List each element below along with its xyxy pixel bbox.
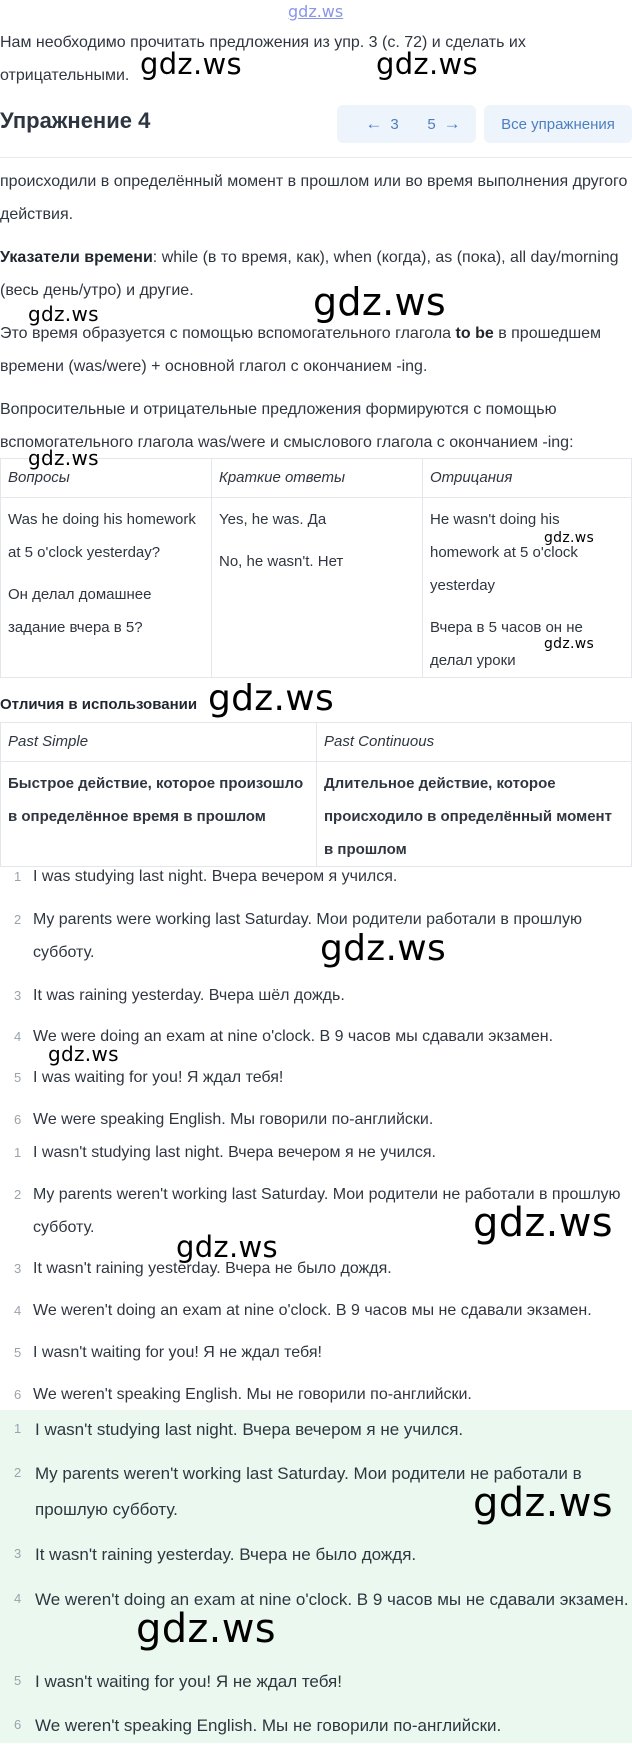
item-number: 3 — [14, 1546, 22, 1561]
header-short-answers: Краткие ответы — [212, 459, 423, 498]
watermark: gdz.ws — [48, 1042, 119, 1066]
item-text: It wasn't raining yesterday. Вчера не было дождя. — [35, 1545, 417, 1564]
item-number: 3 — [14, 1261, 22, 1276]
table-row — [1, 498, 632, 678]
watermark: gdz.ws — [473, 1480, 613, 1526]
formation-bold: to be — [455, 325, 494, 342]
all-exercises-button[interactable] — [484, 105, 632, 143]
item-text: We weren't speaking English. Мы не говорили по-английски. — [33, 1386, 472, 1403]
item-text: I was studying last night. Вчера вечером я учился. — [33, 868, 398, 885]
questions-paragraph: Вопросительные и отрицательные предложения формируются с помощью вспомогательного глагола was/were и смыслового глагола с окончанием -ing: — [0, 401, 574, 451]
watermark: gdz.ws — [544, 530, 595, 546]
item-text: We weren't doing an exam at nine o'clock. В 9 часов мы не сдавали экзамен. — [35, 1590, 629, 1609]
theory-paragraph-1: происходили в определённый момент в прошлом или во время выполнения другого действия. — [0, 173, 628, 223]
item-text: I wasn't waiting for you! Я не ждал тебя! — [33, 1344, 322, 1361]
item-text: My parents weren't working last Saturday. Мои родители не работали в прошлую субботу. — [35, 1464, 582, 1519]
negative-ru: Вчера в 5 часов он не делал уроки — [430, 619, 583, 669]
item-text: I wasn't waiting for you! Я не ждал тебя! — [35, 1672, 342, 1691]
negative-en: He wasn't doing his homework at 5 o'clock yesterday — [430, 511, 578, 594]
formation-paragraph — [0, 317, 632, 383]
item-text: We weren't doing an exam at nine o'clock. В 9 часов мы не сдавали экзамен. — [33, 1302, 592, 1319]
exercise-title: Упражнение 4 — [0, 108, 151, 133]
item-text: It wasn't raining yesterday. Вчера не было дождя. — [33, 1260, 392, 1277]
watermark: gdz.ws — [544, 636, 595, 652]
header-divider — [0, 157, 632, 158]
formation-pre: Это время образуется с помощью вспомогательного глагола — [0, 325, 456, 342]
item-text: My parents were working last Saturday. Мои родители работали в прошлую субботу. — [33, 911, 582, 961]
item-number: 5 — [14, 1673, 22, 1688]
item-number: 1 — [14, 869, 22, 884]
item-number: 4 — [14, 1303, 22, 1318]
item-text: I wasn't studying last night. Вчера вечером я не учился. — [33, 1144, 436, 1161]
time-markers-text: : while (в то время, как), when (когда), as (пока), all day/morning (весь день/утро) и другие. — [0, 249, 619, 299]
watermark: gdz.ws — [473, 1200, 613, 1246]
site-logo[interactable]: gdz.ws — [288, 2, 344, 21]
item-text: It was raining yesterday. Вчера шёл дождь. — [33, 987, 345, 1004]
next-exercise-button[interactable] — [412, 105, 476, 143]
item-text: We weren't speaking English. Мы не говорили по-английски. — [35, 1716, 502, 1735]
negatives-cell — [423, 498, 632, 678]
next-exercise-label: 5 — [427, 115, 436, 133]
questions-cell — [1, 498, 212, 678]
past-continuous-cell: Длительное действие, которое происходило в определённый момент в прошлом — [317, 762, 632, 867]
item-number: 4 — [14, 1029, 22, 1044]
item-number: 2 — [14, 912, 22, 927]
header-past-simple: Past Simple — [1, 723, 317, 762]
header-past-continuous: Past Continuous — [317, 723, 632, 762]
arrow-right-icon: → — [443, 114, 461, 133]
watermark: gdz.ws — [320, 928, 447, 969]
watermark: gdz.ws — [376, 47, 478, 81]
item-text: I was waiting for you! Я ждал тебя! — [33, 1069, 284, 1086]
watermark: gdz.ws — [140, 47, 242, 81]
item-number: 1 — [14, 1145, 22, 1160]
item-number: 6 — [14, 1717, 22, 1732]
watermark: gdz.ws — [176, 1230, 278, 1264]
item-number: 2 — [14, 1187, 22, 1202]
item-number: 2 — [14, 1465, 22, 1480]
item-number: 1 — [14, 1421, 22, 1436]
intro-text: Нам необходимо прочитать предложения из упр. 3 (с. 72) и сделать их отрицательными. — [0, 34, 526, 84]
watermark: gdz.ws — [136, 1606, 276, 1652]
watermark: gdz.ws — [208, 678, 335, 719]
answer-no: No, he wasn't. Нет — [219, 553, 344, 570]
question-en: Was he doing his homework at 5 o'clock yesterday? — [8, 511, 196, 561]
table-row — [1, 762, 632, 867]
item-number: 6 — [14, 1112, 22, 1127]
time-markers-label: Указатели времени — [0, 249, 153, 266]
watermark: gdz.ws — [313, 280, 446, 324]
item-text: We were doing an exam at nine o'clock. В 9 часов мы сдавали экзамен. — [33, 1028, 554, 1045]
item-number: 6 — [14, 1387, 22, 1402]
answers-cell — [212, 498, 423, 678]
formation-post: в прошедшем времени (was/were) + основной глагол с окончанием -ing. — [0, 325, 602, 375]
item-text: I wasn't studying last night. Вчера вечером я не учился. — [35, 1420, 464, 1439]
prev-exercise-label: 3 — [390, 115, 399, 133]
item-text: We were speaking English. Мы говорили по-английски. — [33, 1111, 434, 1128]
all-exercises-label: Все упражнения — [501, 115, 615, 133]
arrow-left-icon: ← — [365, 114, 383, 133]
item-number: 5 — [14, 1345, 22, 1360]
table-header-row — [1, 723, 632, 762]
watermark: gdz.ws — [28, 446, 99, 470]
differences-title: Отличия в использовании — [0, 696, 198, 713]
item-number: 3 — [14, 988, 22, 1003]
header-negatives: Отрицания — [423, 459, 632, 498]
item-number: 4 — [14, 1591, 22, 1606]
past-simple-cell: Быстрое действие, которое произошло в определённое время в прошлом — [1, 762, 317, 867]
question-ru: Он делал домашнее задание вчера в 5? — [8, 586, 152, 636]
item-number: 5 — [14, 1070, 22, 1085]
header-questions: Вопросы — [1, 459, 212, 498]
watermark: gdz.ws — [28, 302, 99, 326]
forms-table — [0, 458, 632, 678]
answer-yes: Yes, he was. Да — [219, 511, 327, 528]
differences-table — [0, 722, 632, 867]
item-text: My parents weren't working last Saturday. Мои родители не работали в прошлую субботу. — [33, 1186, 621, 1236]
